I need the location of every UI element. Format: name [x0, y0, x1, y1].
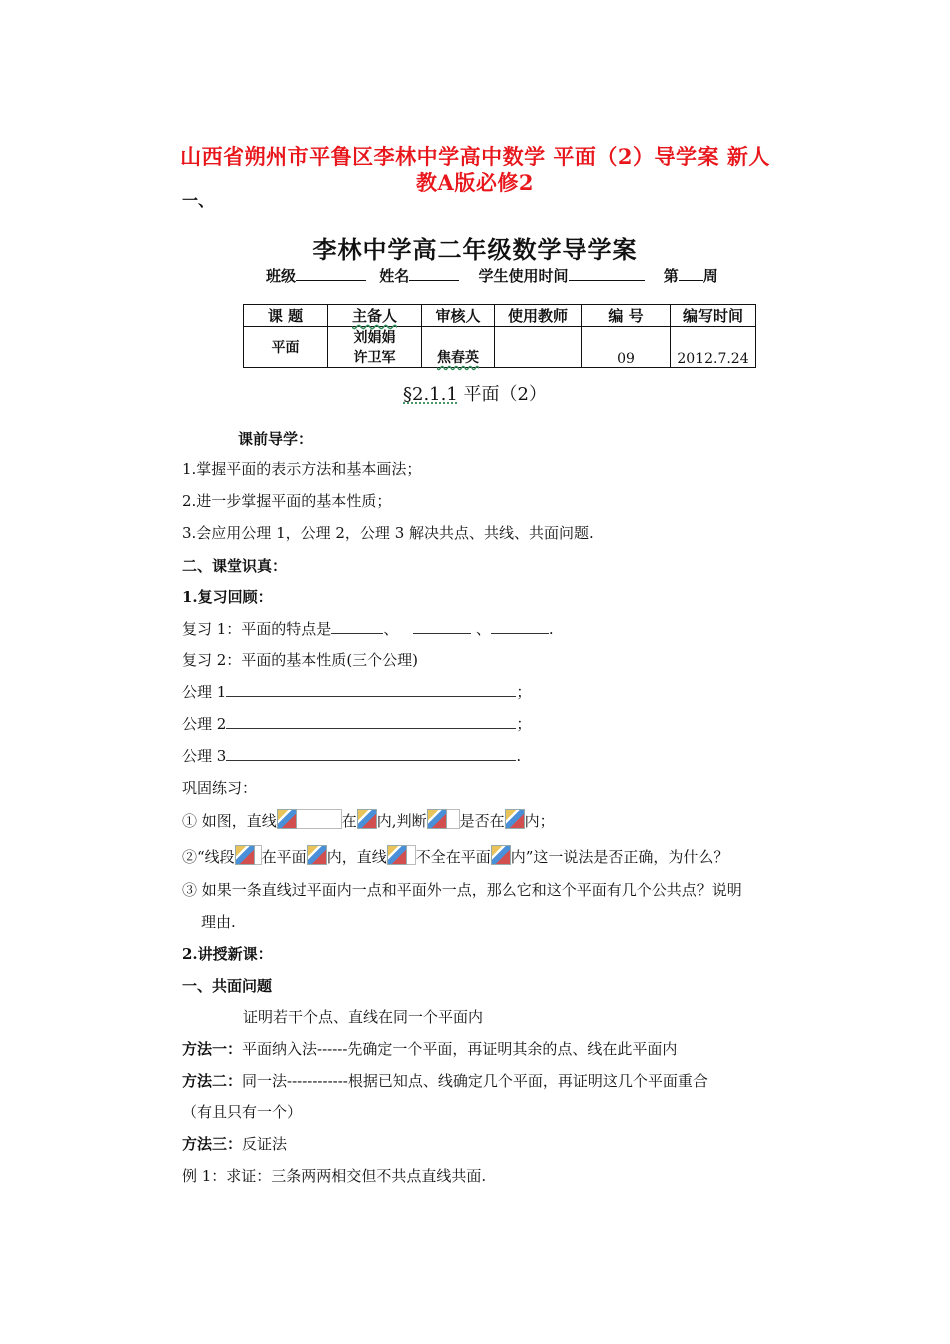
practice-heading: 巩固练习： — [182, 779, 258, 797]
class-label: 班级 — [266, 267, 297, 285]
ex1-text-d: 是否在 — [459, 812, 505, 830]
classroom-heading: 二、课堂识真： — [182, 557, 288, 575]
class-blank[interactable] — [296, 266, 366, 281]
method-1-label: 方法一： — [182, 1040, 243, 1058]
ex2-text-c: 内，直线 — [326, 848, 387, 866]
name-label: 姓名 — [379, 267, 410, 285]
exercise-3-line-1: ③ 如果一条直线过平面内一点和平面外一点，那么它和这个平面有几个公共点？说明 — [182, 881, 742, 899]
author-2: 许卫军 — [353, 350, 396, 366]
header-reviewer: 审核人 — [422, 305, 495, 327]
method-3-text: 反证法 — [242, 1135, 288, 1153]
worksheet-title: 李林中学高二年级数学导学案 — [312, 235, 638, 264]
ex2-text-e: 内”这一说法是否正确，为什么？ — [510, 848, 729, 866]
exercise-1 — [182, 809, 555, 831]
ex1-text-a: ① 如图，直线 — [182, 812, 277, 830]
header-number: 编 号 — [582, 305, 671, 327]
header-topic: 课 题 — [244, 305, 328, 327]
meta-line — [266, 265, 718, 286]
preview-heading: 课前导学： — [238, 430, 314, 448]
document-title-line1: 山西省朔州市平鲁区李林中学高中数学 平面（2）导学案 新人 — [180, 144, 770, 169]
review-1-blank-2[interactable] — [413, 620, 471, 634]
review-1 — [182, 618, 554, 639]
method-3 — [182, 1133, 287, 1154]
axiom-3-label: 公理 3 — [182, 747, 227, 765]
method-2-text: 同一法------------根据已知点、线确定几个平面，再证明这几个平面重合 — [242, 1072, 708, 1090]
axiom-1-blank[interactable] — [226, 683, 516, 697]
time-label: 学生使用时间 — [478, 267, 569, 285]
section-name: 平面（2） — [463, 384, 547, 405]
broken-image-icon — [491, 845, 511, 865]
ex1-text-b: 在 — [341, 812, 357, 830]
axiom-3 — [182, 745, 521, 766]
info-table — [243, 304, 756, 368]
axiom-1 — [182, 681, 531, 702]
review-1-blank-1[interactable] — [331, 620, 383, 634]
section-code: §2.1.1 — [403, 384, 458, 405]
time-blank[interactable] — [569, 266, 645, 281]
week-blank[interactable] — [679, 266, 703, 281]
header-author-text: 主备人 — [351, 307, 397, 325]
review-1-end: . — [548, 620, 554, 638]
method-3-label: 方法三： — [182, 1135, 243, 1153]
coplanar-heading: 一、共面问题 — [182, 977, 273, 995]
method-2-label: 方法二： — [182, 1072, 243, 1090]
author-1: 刘娟娟 — [353, 330, 396, 346]
method-1-text: 平面纳入法------先确定一个平面，再证明其余的点、线在此平面内 — [242, 1040, 678, 1058]
ex2-text-a: ②“线段 — [182, 848, 235, 866]
axiom-2-end: ； — [516, 715, 532, 733]
broken-image-icon — [277, 809, 297, 829]
lecture-heading: 2.讲授新课： — [182, 945, 273, 963]
week-prefix: 第 — [663, 267, 679, 285]
formula-box — [447, 809, 460, 829]
broken-image-icon — [427, 809, 447, 829]
header-date: 编写时间 — [671, 305, 756, 327]
ex2-text-b: 在平面 — [261, 848, 307, 866]
reviewer-text: 焦春英 — [437, 350, 479, 366]
review-1-sep-2: 、 — [475, 620, 491, 638]
axiom-1-end: ； — [516, 683, 532, 701]
method-2 — [182, 1070, 708, 1091]
axiom-2-blank[interactable] — [226, 715, 516, 729]
exercise-2 — [182, 845, 728, 867]
ex1-text-c: 内,判断 — [376, 812, 427, 830]
formula-box — [297, 809, 342, 829]
review-1-text: 复习 1：平面的特点是 — [182, 620, 332, 638]
axiom-2-label: 公理 2 — [182, 715, 227, 733]
cell-number: 09 — [582, 327, 671, 368]
part-one-marker: 一、 — [182, 191, 215, 210]
axiom-3-blank[interactable] — [226, 747, 516, 761]
preview-item-2: 2.进一步掌握平面的基本性质； — [182, 492, 392, 510]
cell-authors — [328, 327, 422, 368]
ex2-text-d: 不全在平面 — [415, 848, 491, 866]
preview-item-3: 3.会应用公理 1，公理 2，公理 3 解决共点、共线、共面问题. — [182, 524, 594, 542]
cell-date: 2012.7.24 — [671, 327, 756, 368]
axiom-2 — [182, 713, 531, 734]
section-title — [0, 380, 950, 406]
exercise-3-line-2: 理由. — [201, 913, 236, 931]
week-suffix: 周 — [702, 267, 718, 285]
cell-topic: 平面 — [244, 327, 328, 368]
prove-statement: 证明若干个点、直线在同一个平面内 — [243, 1008, 484, 1026]
header-author — [328, 305, 422, 327]
axiom-3-end: . — [516, 747, 522, 765]
header-teacher: 使用教师 — [495, 305, 582, 327]
cell-reviewer — [422, 327, 495, 368]
axiom-1-label: 公理 1 — [182, 683, 227, 701]
review-2: 复习 2：平面的基本性质(三个公理) — [182, 651, 419, 669]
broken-image-icon — [387, 845, 407, 865]
formula-box — [407, 845, 416, 865]
preview-item-1: 1.掌握平面的表示方法和基本画法； — [182, 460, 422, 478]
broken-image-icon — [307, 845, 327, 865]
example-1: 例 1：求证：三条两两相交但不共点直线共面. — [182, 1167, 487, 1185]
review-1-sep-1: 、 — [383, 620, 399, 638]
info-table-header-row — [244, 305, 756, 327]
broken-image-icon — [505, 809, 525, 829]
info-table-body-row — [244, 327, 756, 368]
formula-box — [255, 845, 262, 865]
broken-image-icon — [357, 809, 377, 829]
name-blank[interactable] — [409, 266, 459, 281]
method-2-continued: （有且只有一个） — [182, 1103, 303, 1121]
cell-teacher — [495, 327, 582, 368]
review-heading: 1.复习回顾： — [182, 588, 273, 606]
review-1-blank-3[interactable] — [491, 620, 549, 634]
document-title-line2: 教A版必修2 — [416, 170, 534, 195]
method-1 — [182, 1038, 677, 1059]
ex1-text-e: 内； — [524, 812, 555, 830]
broken-image-icon — [235, 845, 255, 865]
